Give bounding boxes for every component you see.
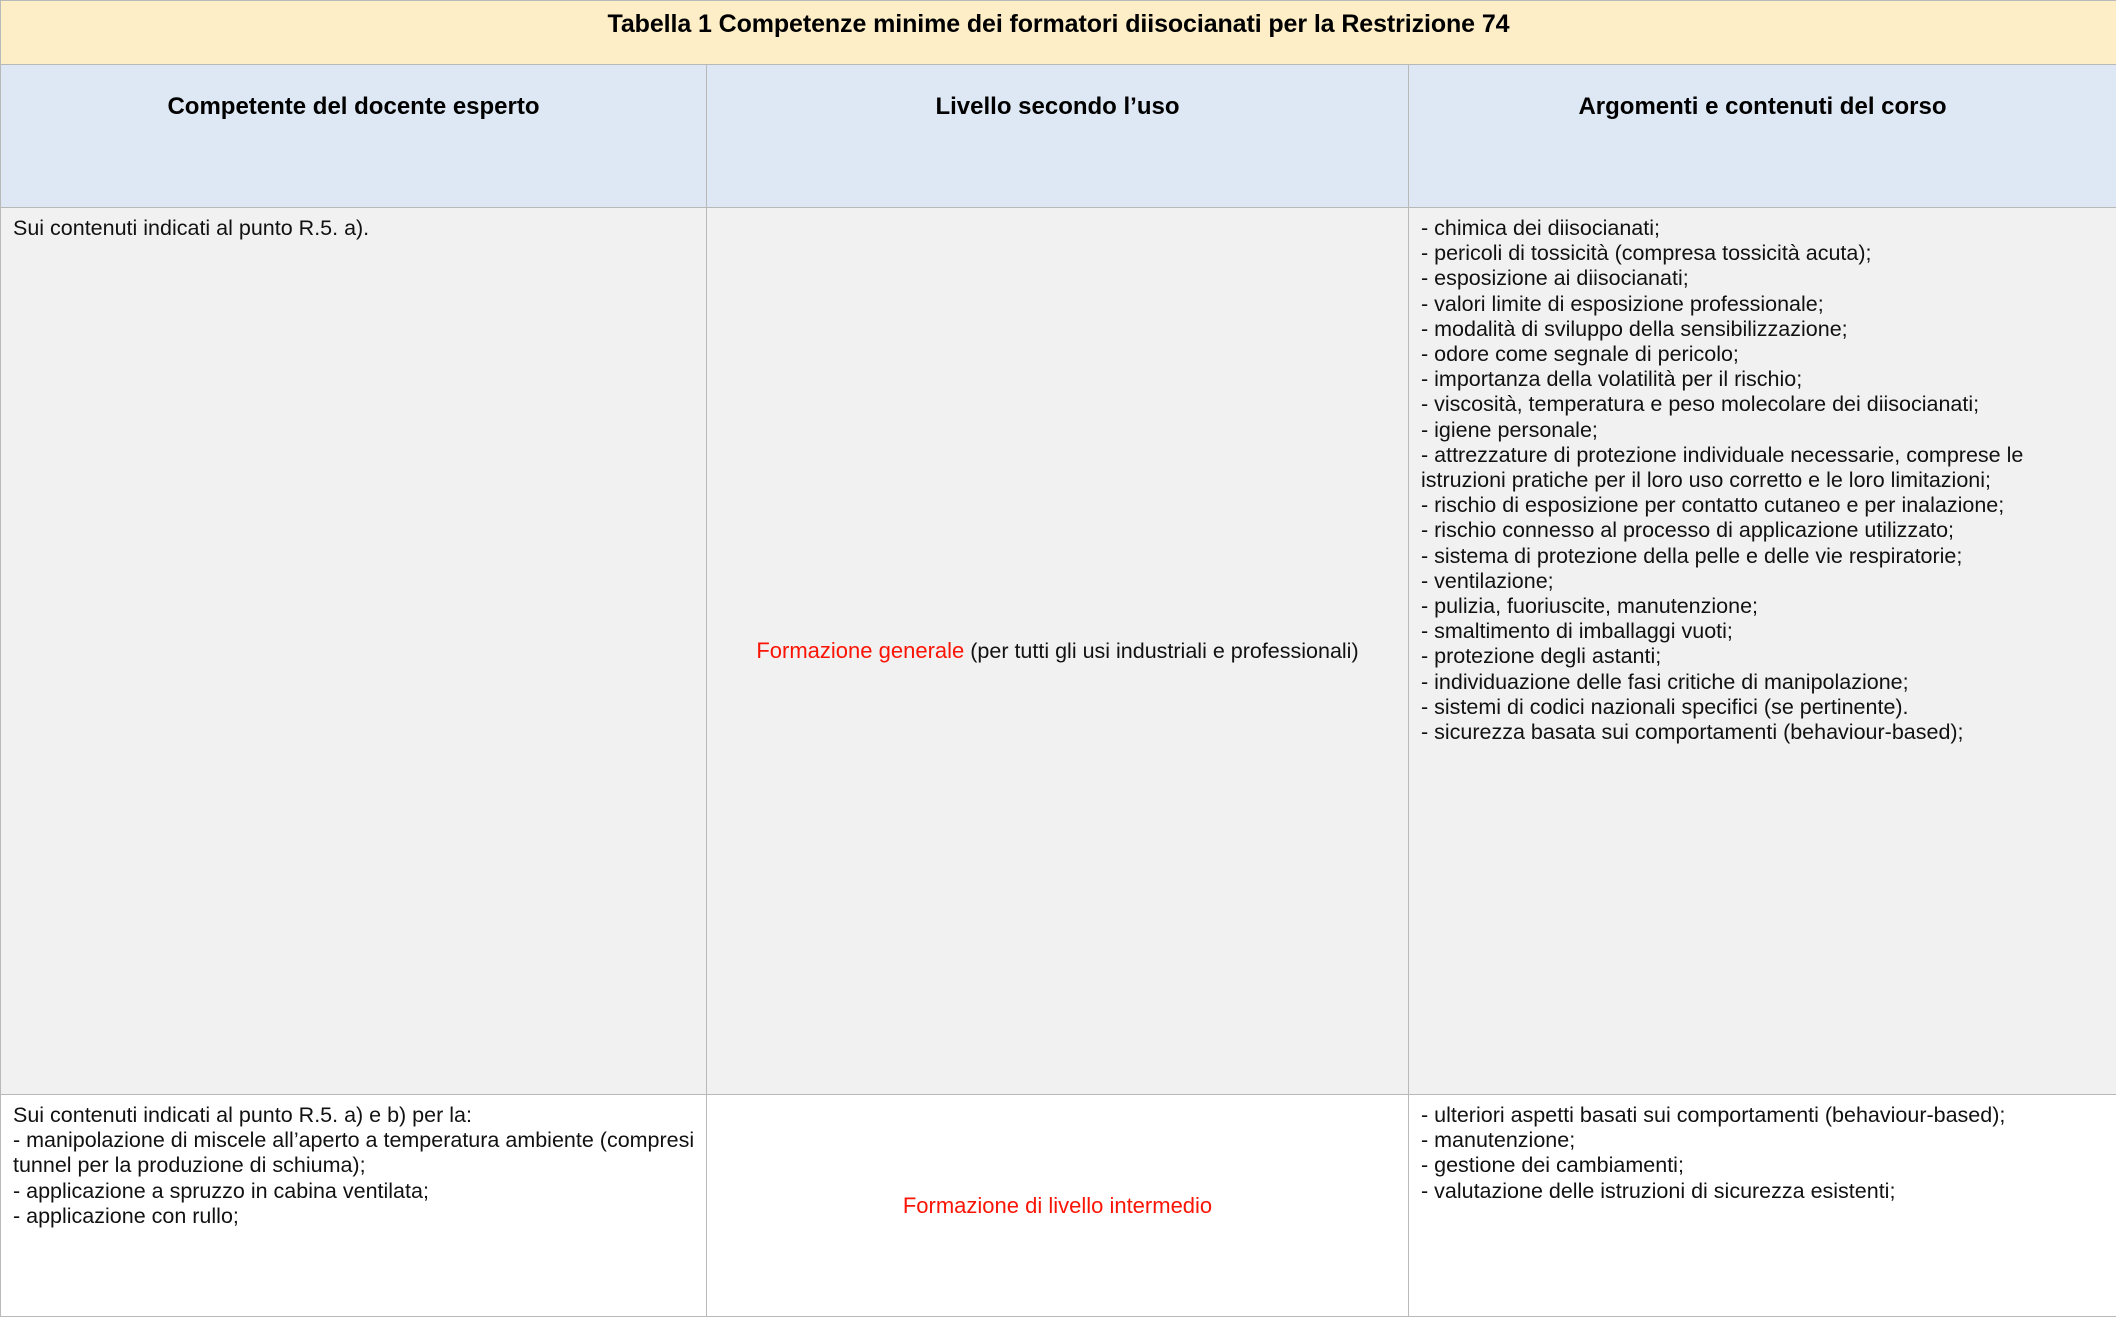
topic-item: - odore come segnale di pericolo; — [1421, 342, 1739, 367]
table-title-cell — [1, 1, 2116, 65]
competence-line: - applicazione a spruzzo in cabina ventilata; — [13, 1178, 429, 1203]
topic-item: - rischio connesso al processo di applicazione utilizzato; — [1421, 518, 1954, 543]
topic-item: - sicurezza basata sui comportamenti (behaviour-based); — [1421, 720, 1964, 745]
topic-item: - gestione dei cambiamenti; — [1421, 1153, 1684, 1178]
topic-item: - viscosità, temperatura e peso molecolare dei diisocianati; — [1421, 392, 1980, 417]
topic-item: - sistemi di codici nazionali specifici (se pertinente). — [1421, 694, 1909, 719]
topic-item: - valori limite di esposizione professionale; — [1421, 291, 1824, 316]
competence-line: Sui contenuti indicati al punto R.5. a) e b) per la: — [13, 1103, 472, 1127]
table-title: Tabella 1 Competenze minime dei formatori diisocianati per la Restrizione 74 — [607, 10, 1510, 38]
cell-level-1 — [707, 208, 1409, 1095]
cell-topics-1 — [1409, 208, 2116, 1095]
topic-item: - valutazione delle istruzioni di sicurezza esistenti; — [1421, 1178, 1896, 1203]
competence-line: - applicazione con rullo; — [13, 1203, 239, 1228]
topic-item: - ulteriori aspetti basati sui comportamenti (behaviour-based); — [1421, 1103, 2006, 1127]
cell-topics-2 — [1409, 1095, 2116, 1317]
cell-competence-2 — [1, 1095, 707, 1317]
topic-item: - individuazione delle fasi critiche di manipolazione; — [1421, 669, 1909, 694]
column-header-level: Livello secondo l’uso — [707, 65, 1409, 208]
topic-item: - smaltimento di imballaggi vuoti; — [1421, 619, 1733, 644]
topic-item: - pulizia, fuoriuscite, manutenzione; — [1421, 594, 1759, 619]
column-header-competence: Competente del docente esperto — [1, 65, 707, 208]
header-row — [1, 65, 2116, 208]
topic-item: - pericoli di tossicità (compresa tossicità acuta); — [1421, 241, 1872, 266]
table-row — [1, 208, 2116, 1095]
topic-item: - ventilazione; — [1421, 568, 1554, 593]
topic-item: - importanza della volatilità per il rischio; — [1421, 367, 1803, 392]
table-body — [1, 208, 2116, 1317]
topic-item: - modalità di sviluppo della sensibilizzazione; — [1421, 316, 1848, 341]
competence-line: Sui contenuti indicati al punto R.5. a). — [13, 216, 370, 240]
topic-item: - attrezzature di protezione individuale necessarie, comprese le istruzioni pratiche per il loro uso corretto e le loro limitazioni; — [1421, 442, 2024, 493]
topic-item: - esposizione ai diisocianati; — [1421, 266, 1689, 291]
topic-item: - protezione degli astanti; — [1421, 644, 1662, 669]
topic-item: - rischio di esposizione per contatto cutaneo e per inalazione; — [1421, 493, 2005, 518]
table-row — [1, 1095, 2116, 1317]
cell-competence-1 — [1, 208, 707, 1095]
table-head — [1, 1, 2116, 208]
topic-item: - chimica dei diisocianati; — [1421, 216, 1660, 240]
competence-line: - manipolazione di miscele all’aperto a temperatura ambiente (compresi tunnel per la produzione di schiuma); — [13, 1128, 695, 1178]
topic-item: - manutenzione; — [1421, 1128, 1576, 1153]
level-title-intermediate: Formazione di livello intermedio — [902, 1192, 1213, 1218]
title-row — [1, 1, 2116, 65]
cell-level-2 — [707, 1095, 1409, 1317]
level-title-general: Formazione generale — [756, 638, 965, 663]
topic-item: - igiene personale; — [1421, 417, 1598, 442]
level-subtitle-general: (per tutti gli usi industriali e professionali) — [970, 639, 1359, 663]
topic-item: - sistema di protezione della pelle e delle vie respiratorie; — [1421, 543, 1963, 568]
column-header-topics: Argomenti e contenuti del corso — [1409, 65, 2116, 208]
